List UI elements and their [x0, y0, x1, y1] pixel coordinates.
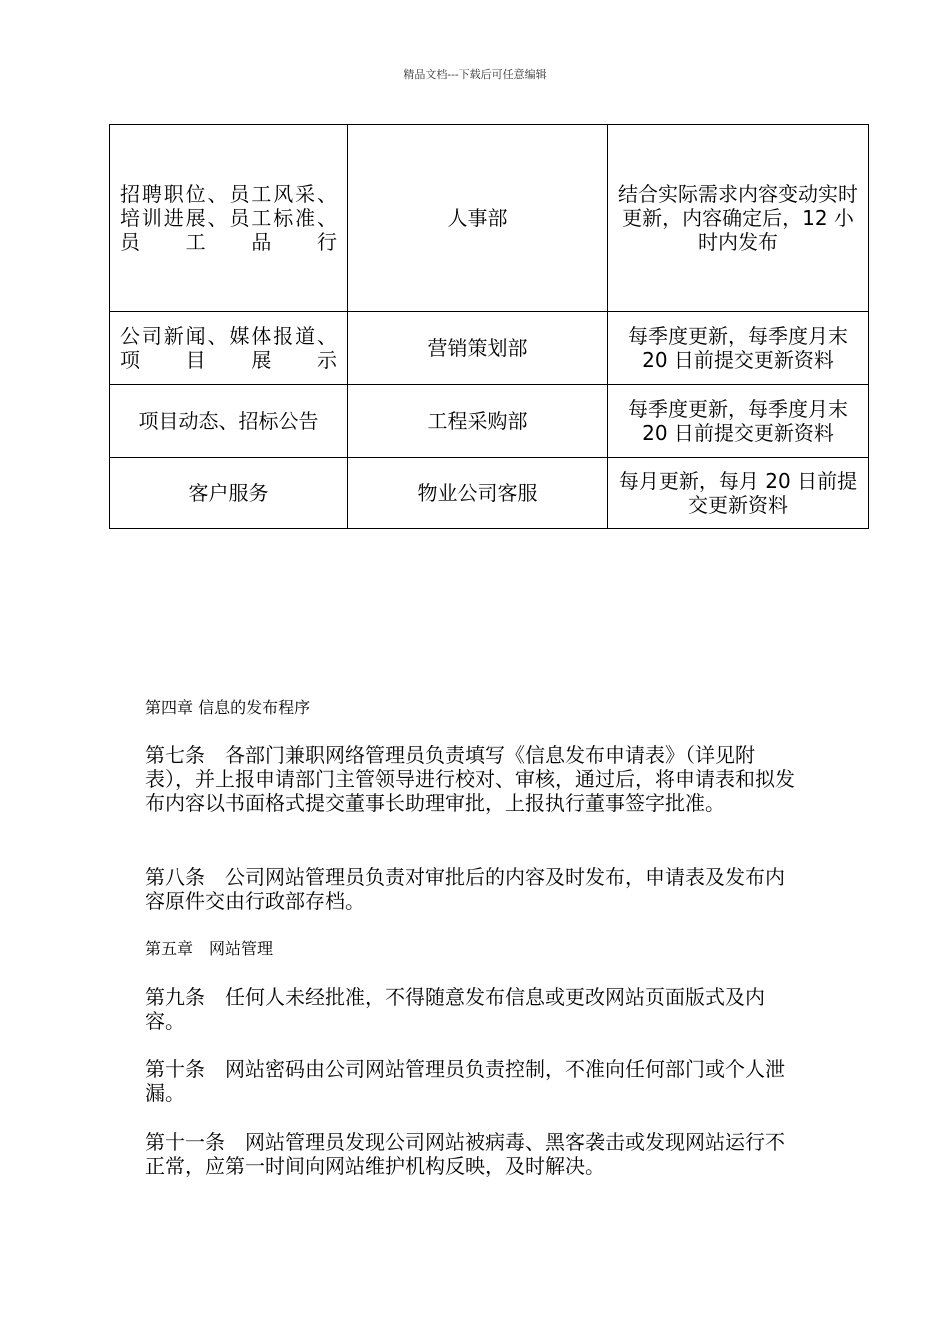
content-cell: 客户服务 — [110, 458, 348, 529]
article-8: 第八条 公司网站管理员负责对审批后的内容及时发布，申请表及发布内容原件交由行政部存档。 — [145, 865, 785, 913]
page-header-note: 精品文档---下载后可任意编辑 — [403, 68, 547, 81]
department-cell: 工程采购部 — [348, 385, 608, 458]
table-row — [110, 385, 869, 458]
article-9: 第九条 任何人未经批准，不得随意发布信息或更改网站页面版式及内容。 — [145, 985, 765, 1033]
chapter4-title: 第四章 信息的发布程序 — [145, 698, 311, 717]
content-cell: 项目动态、招标公告 — [110, 385, 348, 458]
table-row — [110, 312, 869, 385]
department-cell: 物业公司客服 — [348, 458, 608, 529]
article-7: 第七条 各部门兼职网络管理员负责填写《信息发布申请表》（详见附表），并上报申请部门主管领导进行校对、审核，通过后，将申请表和拟发布内容以书面格式提交董事长助理审批，上报执行董事签字批准。 — [145, 743, 795, 815]
department-cell: 营销策划部 — [348, 312, 608, 385]
article-11: 第十一条 网站管理员发现公司网站被病毒、黑客袭击或发现网站运行不正常，应第一时间向网站维护机构反映，及时解决。 — [145, 1130, 785, 1178]
content-cell: 公司新闻、媒体报道、项目展示 — [110, 312, 348, 385]
table-row — [110, 125, 869, 312]
table-row — [110, 458, 869, 529]
chapter5-title: 第五章 网站管理 — [145, 939, 274, 958]
schedule-cell: 每月更新，每月 20 日前提交更新资料 — [608, 458, 869, 529]
content-cell: 招聘职位、员工风采、培训进展、员工标准、员工品行 — [110, 125, 348, 312]
article-10: 第十条 网站密码由公司网站管理员负责控制，不准向任何部门或个人泄漏。 — [145, 1057, 785, 1105]
department-cell: 人事部 — [348, 125, 608, 312]
schedule-cell: 每季度更新，每季度月末 20 日前提交更新资料 — [608, 312, 869, 385]
info-publishing-table — [109, 124, 869, 529]
schedule-cell: 结合实际需求内容变动实时更新，内容确定后，12 小时内发布 — [608, 125, 869, 312]
schedule-cell: 每季度更新，每季度月末 20 日前提交更新资料 — [608, 385, 869, 458]
